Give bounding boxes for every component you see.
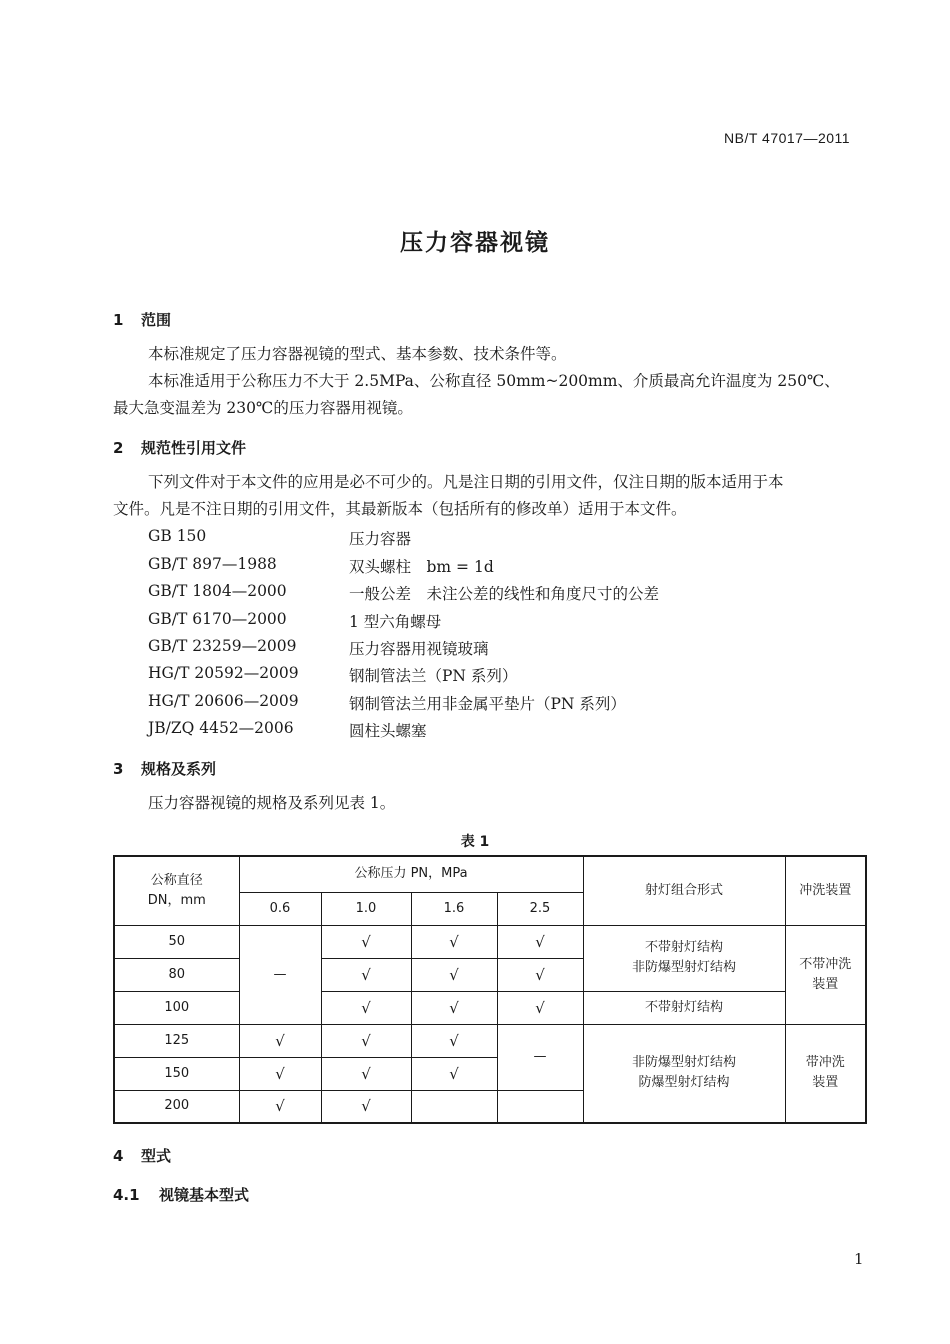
dn-cell: 80	[114, 958, 239, 991]
ref-title: 压力容器	[349, 530, 412, 548]
dn-cell: 200	[114, 1090, 239, 1123]
section-title: 规格及系列	[141, 760, 217, 778]
dn-cell: 50	[114, 925, 239, 958]
section-title: 视镜基本型式	[159, 1186, 250, 1204]
page-title: 压力容器视镜	[400, 230, 550, 256]
section-number: 3	[113, 760, 124, 778]
header-pressure: 公称压力 PN，MPa	[239, 856, 583, 892]
section-number: 1	[113, 311, 124, 329]
light-cell	[583, 1024, 785, 1123]
table-caption: 表 1	[460, 834, 490, 850]
section-title: 型式	[141, 1147, 172, 1165]
ref-code: JB/ZQ 4452—2006	[148, 719, 294, 737]
not-applicable-dash: —	[239, 925, 321, 1024]
ref-title: 钢制管法兰用非金属平垫片（PN 系列）	[349, 695, 626, 713]
ref-code: HG/T 20592—2009	[148, 664, 299, 682]
check-mark: √	[411, 958, 497, 991]
dn-cell: 125	[114, 1024, 239, 1057]
ref-code: GB/T 23259—2009	[148, 637, 297, 655]
section-1-paragraph-2-line-1: 本标准适用于公称压力不大于 2.5MPa、公称直径 50mm~200mm、介质最高允许温度为 250℃、	[148, 372, 840, 390]
section-3-heading	[113, 758, 216, 779]
check-mark: √	[321, 1024, 411, 1057]
section-title: 范围	[141, 311, 172, 329]
ref-code: GB/T 6170—2000	[148, 610, 287, 628]
section-number: 4.1	[113, 1186, 140, 1204]
check-mark: √	[321, 958, 411, 991]
spec-table	[113, 855, 867, 1124]
empty-cell	[411, 1090, 497, 1123]
header-flush: 冲洗装置	[785, 856, 866, 925]
empty-cell	[497, 1090, 583, 1123]
header-pressure-value: 2.5	[497, 892, 583, 925]
ref-code: GB 150	[148, 527, 207, 545]
check-mark: √	[497, 925, 583, 958]
section-4-1-heading	[113, 1184, 249, 1205]
table-row	[114, 1024, 866, 1057]
header-light: 射灯组合形式	[583, 856, 785, 925]
header-dn-line-2: DN，mm	[147, 892, 206, 908]
ref-code: HG/T 20606—2009	[148, 692, 299, 710]
not-applicable-dash: —	[497, 1024, 583, 1090]
dn-cell: 100	[114, 991, 239, 1024]
dn-cell: 150	[114, 1057, 239, 1090]
light-line: 防爆型射灯结构	[638, 1075, 730, 1091]
ref-title: 一般公差 未注公差的线性和角度尺寸的公差	[349, 585, 660, 603]
ref-code: GB/T 897—1988	[148, 555, 277, 573]
header-pressure-value: 1.0	[321, 892, 411, 925]
check-mark: √	[239, 1057, 321, 1090]
ref-title: 1 型六角螺母	[349, 613, 442, 631]
check-mark: √	[497, 958, 583, 991]
page-number: 1	[854, 1250, 864, 1268]
check-mark: √	[321, 1090, 411, 1123]
section-2-heading	[113, 437, 246, 458]
section-3-paragraph: 压力容器视镜的规格及系列见表 1。	[148, 794, 396, 812]
header-pressure-value: 1.6	[411, 892, 497, 925]
flush-line: 装置	[812, 976, 839, 992]
flush-line: 不带冲洗	[799, 956, 852, 972]
standard-number: NB/T 47017—2011	[724, 130, 851, 146]
ref-title: 双头螺柱 bm = 1d	[349, 558, 494, 576]
ref-title: 钢制管法兰（PN 系列）	[349, 667, 518, 685]
section-2-paragraph-line-2: 文件。凡是不注日期的引用文件，其最新版本（包括所有的修改单）适用于本文件。	[113, 500, 687, 518]
section-1-paragraph-1: 本标准规定了压力容器视镜的型式、基本参数、技术条件等。	[148, 345, 567, 363]
section-1-heading	[113, 309, 171, 330]
flush-cell	[785, 1024, 866, 1123]
table-row	[114, 925, 866, 958]
check-mark: √	[321, 925, 411, 958]
check-mark: √	[239, 1090, 321, 1123]
light-line: 不带射灯结构	[645, 940, 724, 955]
light-line: 非防爆型射灯结构	[632, 960, 737, 975]
check-mark: √	[321, 1057, 411, 1090]
check-mark: √	[411, 1024, 497, 1057]
check-mark: √	[411, 925, 497, 958]
header-dn-line-1: 公称直径	[150, 872, 203, 888]
ref-code: GB/T 1804—2000	[148, 582, 287, 600]
section-number: 4	[113, 1147, 124, 1165]
check-mark: √	[411, 991, 497, 1024]
ref-title: 圆柱头螺塞	[349, 722, 427, 740]
check-mark: √	[321, 991, 411, 1024]
section-2-paragraph-line-1: 下列文件对于本文件的应用是必不可少的。凡是注日期的引用文件，仅注日期的版本适用于本	[148, 473, 784, 491]
light-cell	[583, 925, 785, 991]
check-mark: √	[497, 991, 583, 1024]
section-1-paragraph-2-line-2: 最大急变温差为 230℃的压力容器用视镜。	[113, 399, 413, 417]
ref-title: 压力容器用视镜玻璃	[349, 640, 489, 658]
flush-line: 装置	[812, 1075, 839, 1091]
section-title: 规范性引用文件	[141, 439, 247, 457]
light-line: 非防爆型射灯结构	[632, 1055, 737, 1071]
section-number: 2	[113, 439, 124, 457]
header-dn	[114, 856, 239, 925]
check-mark: √	[239, 1024, 321, 1057]
light-cell: 不带射灯结构	[583, 991, 785, 1024]
section-4-heading	[113, 1145, 171, 1166]
header-pressure-value: 0.6	[239, 892, 321, 925]
flush-line: 带冲洗	[805, 1055, 845, 1071]
check-mark: √	[411, 1057, 497, 1090]
table-row	[114, 991, 866, 1024]
flush-cell	[785, 925, 866, 1024]
